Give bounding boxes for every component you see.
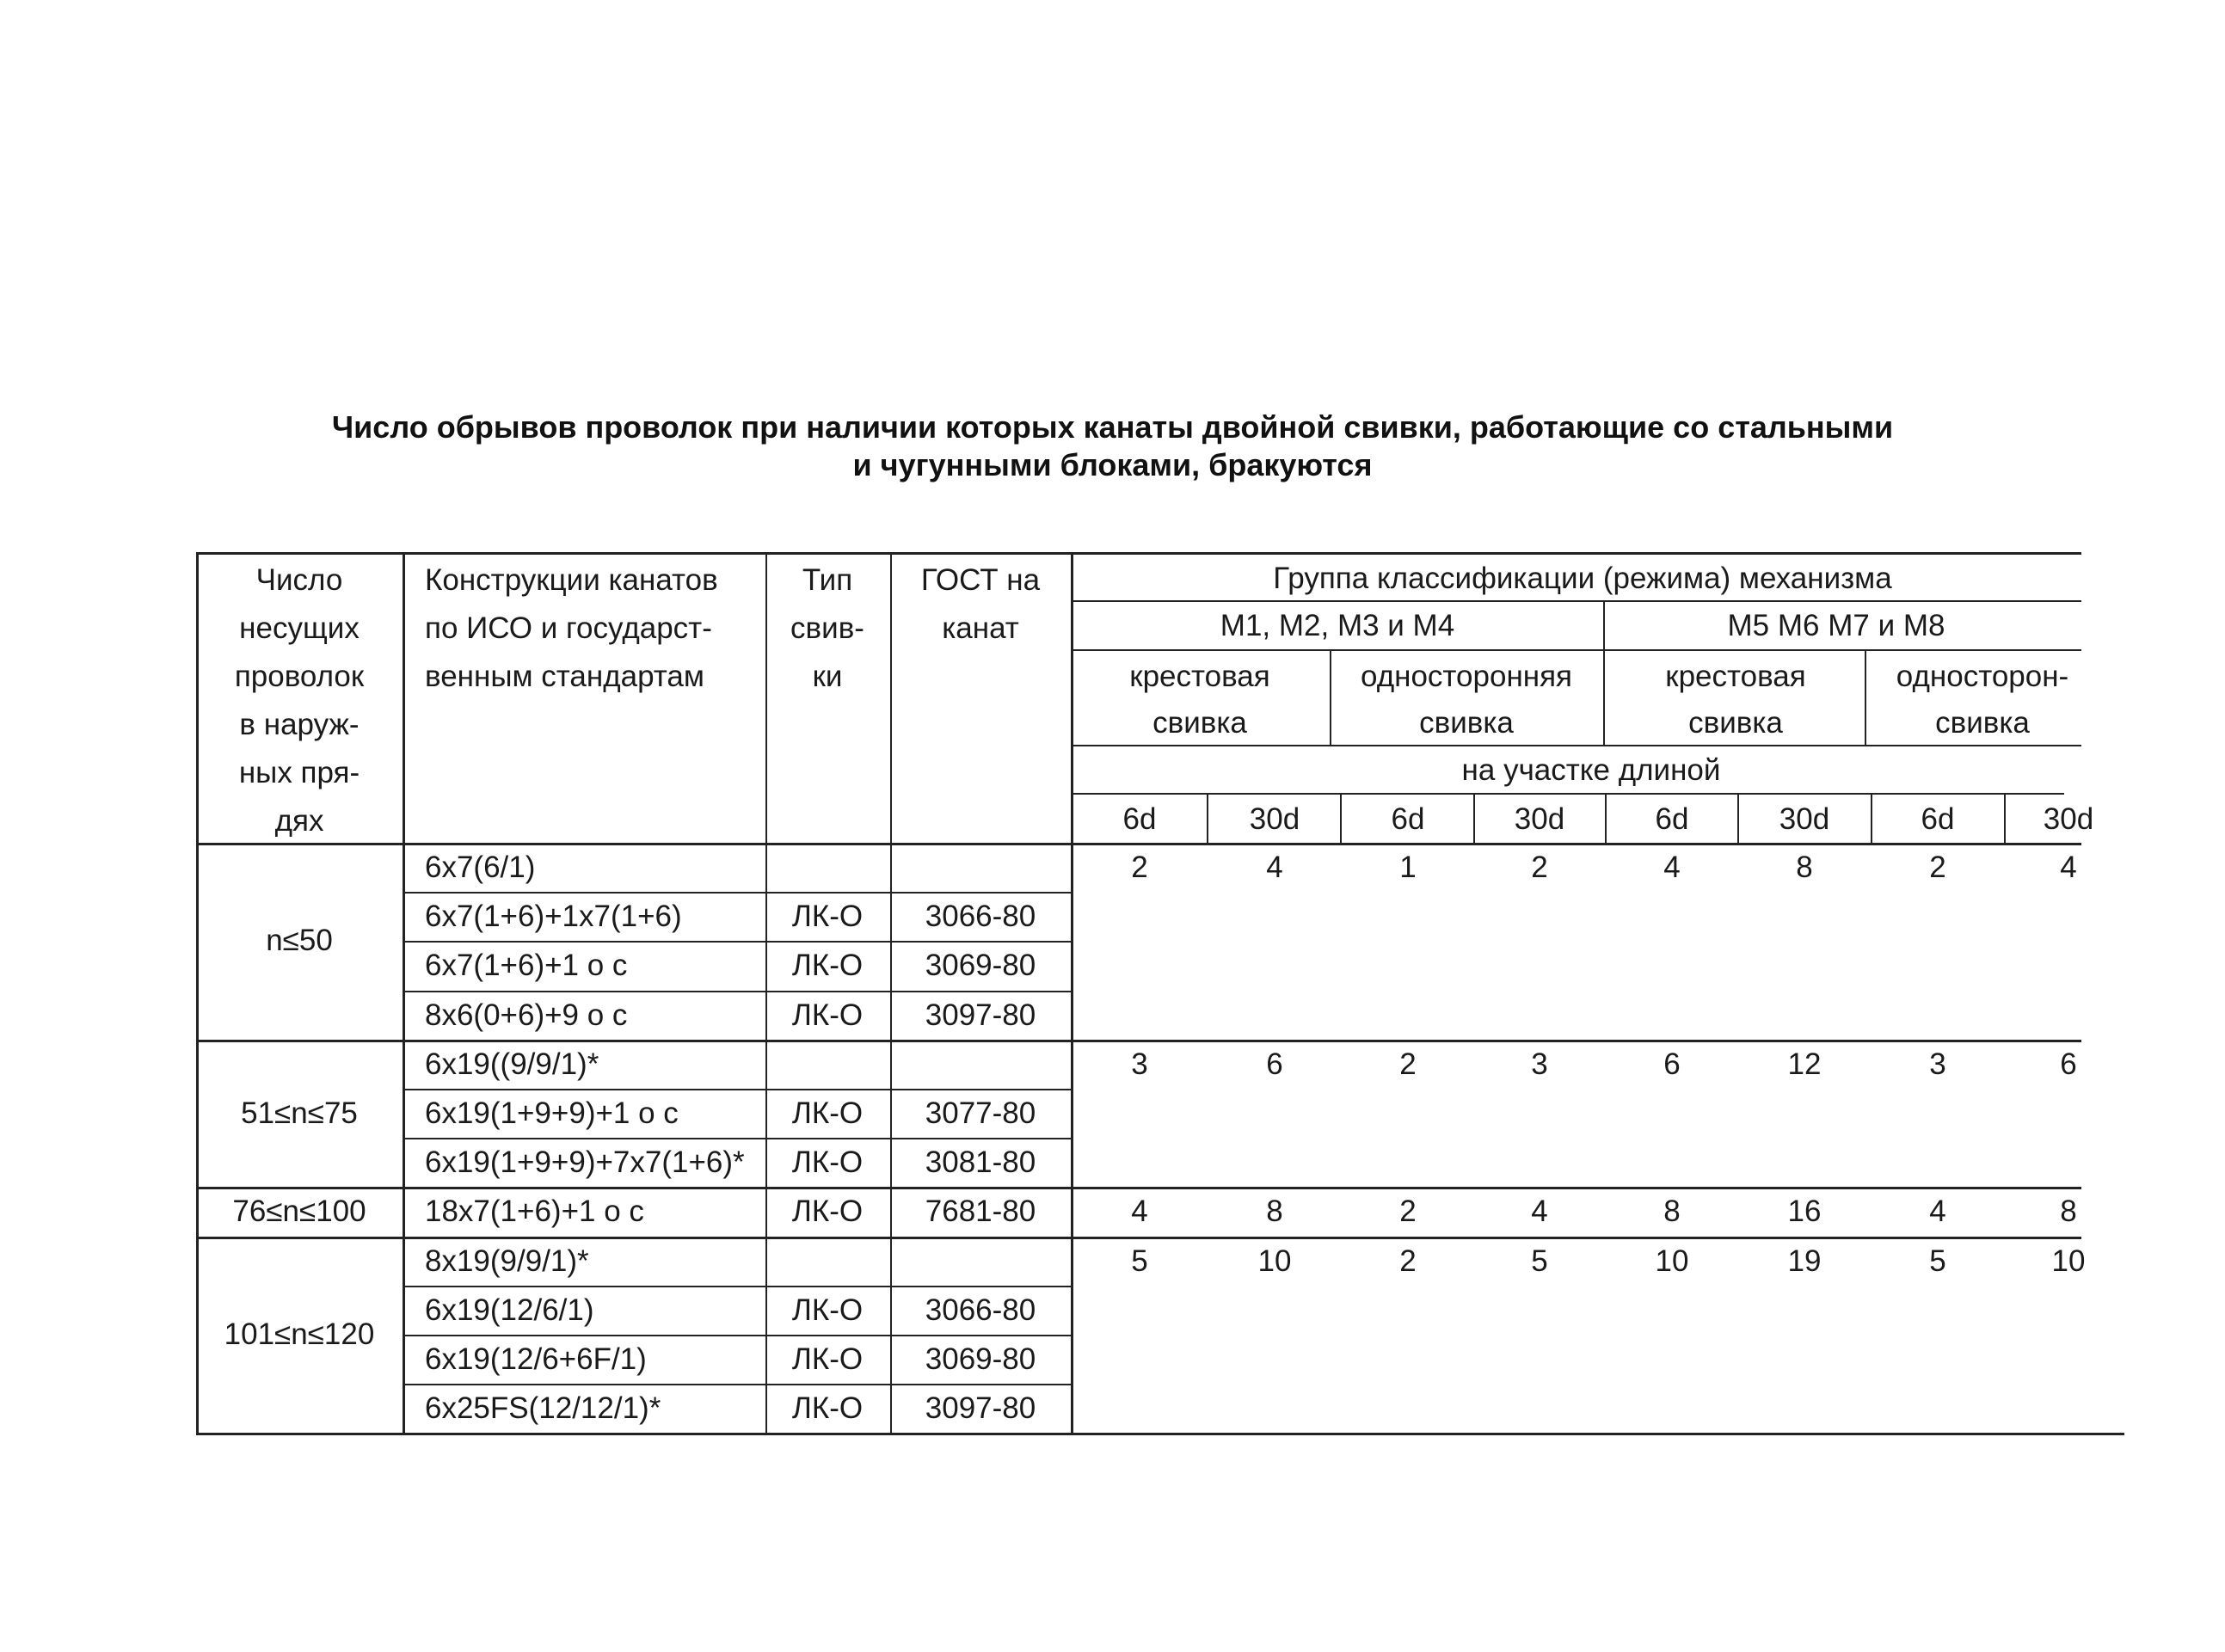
breakage-value: 19 bbox=[1787, 1244, 1822, 1278]
breakage-value: 4 bbox=[1266, 851, 1283, 884]
table-bottom-border bbox=[196, 1433, 2124, 1435]
rope-construction: 6x19(1+9+9)+1 о с bbox=[425, 1096, 679, 1130]
document-title bbox=[0, 408, 2225, 484]
column-divider bbox=[890, 552, 892, 1433]
row-rule bbox=[403, 941, 1071, 943]
table-top-border bbox=[196, 552, 2081, 555]
rope-construction: 6x19(12/6/1) bbox=[425, 1293, 594, 1327]
rope-construction: 6x7(1+6)+1 о с bbox=[425, 949, 628, 983]
gost-number: 3069-80 bbox=[925, 1342, 1036, 1376]
row-rule bbox=[403, 1335, 1071, 1336]
breakage-value: 12 bbox=[1787, 1047, 1822, 1081]
header-length-0: 6d bbox=[1122, 802, 1157, 836]
title-line-2: и чугунными блоками, бракуются bbox=[852, 447, 1373, 482]
breakage-value: 10 bbox=[2051, 1244, 2086, 1278]
gost-number: 3077-80 bbox=[925, 1096, 1036, 1130]
breakage-value: 2 bbox=[1131, 851, 1148, 884]
header-wires-line: дях bbox=[274, 804, 324, 838]
header-length-5: 30d bbox=[1779, 802, 1830, 836]
lay-type: ЛК-О bbox=[791, 998, 864, 1032]
lay-type: ЛК-О bbox=[791, 1342, 864, 1376]
header-constructions-line: по ИСО и государст- bbox=[425, 611, 712, 645]
length-divider bbox=[1340, 793, 1342, 843]
header-cross-lay: свивка bbox=[1152, 706, 1247, 740]
breakage-value: 10 bbox=[1257, 1244, 1292, 1278]
rope-construction: 6x19(12/6+6F/1) bbox=[425, 1342, 647, 1376]
rope-construction: 6x7(1+6)+1x7(1+6) bbox=[425, 900, 682, 934]
header-gost-line: канат bbox=[942, 611, 1019, 645]
column-divider bbox=[765, 552, 767, 1433]
breakage-value: 6 bbox=[1266, 1047, 1283, 1081]
header-constructions-line: Конструкции канатов bbox=[425, 563, 718, 597]
lay-type: ЛК-О bbox=[791, 1096, 864, 1130]
breakage-value: 8 bbox=[1663, 1194, 1681, 1229]
header-group-m1: М1, М2, М3 и М4 bbox=[1220, 609, 1455, 642]
header-length-3: 30d bbox=[1514, 802, 1565, 836]
column-divider bbox=[1071, 552, 1073, 1433]
breakage-value: 3 bbox=[1131, 1047, 1148, 1081]
breakage-value: 8 bbox=[1266, 1194, 1283, 1229]
gost-number: 3066-80 bbox=[925, 900, 1036, 934]
column-divider bbox=[403, 552, 405, 1433]
header-constructions-line: венным стандартам bbox=[425, 660, 704, 693]
breakage-value: 1 bbox=[1399, 851, 1417, 884]
breakage-value: 16 bbox=[1787, 1194, 1822, 1229]
header-group-m5: М5 М6 М7 и М8 bbox=[1727, 609, 1945, 642]
header-cross-lay: крестовая bbox=[1665, 660, 1806, 693]
lay-type: ЛК-О bbox=[791, 1194, 864, 1229]
gost-number: 3081-80 bbox=[925, 1145, 1036, 1180]
header-wires-line: проволок bbox=[234, 660, 365, 693]
rope-construction: 6x19(1+9+9)+7x7(1+6)* bbox=[425, 1145, 745, 1180]
lay-type: ЛК-О bbox=[791, 1391, 864, 1426]
group-rule bbox=[196, 1187, 2081, 1189]
group-range: n≤50 bbox=[266, 924, 333, 958]
table-left-border bbox=[196, 552, 199, 1433]
length-divider bbox=[1871, 793, 1872, 843]
row-rule bbox=[403, 991, 1071, 992]
breakage-value: 8 bbox=[1796, 851, 1813, 884]
length-divider bbox=[1605, 793, 1607, 843]
group-range: 76≤n≤100 bbox=[232, 1194, 366, 1228]
header-lay-type-line: Тип bbox=[802, 563, 853, 597]
header-wires-line: несущих bbox=[239, 611, 360, 645]
group-rule bbox=[196, 1040, 2081, 1042]
header-one-side-lay: свивка bbox=[1419, 706, 1514, 740]
breakage-value: 5 bbox=[1131, 1244, 1148, 1278]
length-divider bbox=[1473, 793, 1475, 843]
header-wires-line: Число bbox=[255, 563, 343, 597]
header-one-side-lay: односторонняя bbox=[1360, 660, 1573, 693]
rope-construction: 6x25FS(12/12/1)* bbox=[425, 1391, 661, 1426]
title-line-1: Число обрывов проволок при наличии которых канаты двойной свивки, работающие со стальными bbox=[331, 409, 1894, 445]
header-rule bbox=[1071, 793, 2064, 795]
breakage-value: 3 bbox=[1531, 1047, 1548, 1081]
breakage-value: 4 bbox=[2060, 851, 2077, 884]
row-rule bbox=[403, 1138, 1071, 1139]
header-bottom-border bbox=[196, 843, 2081, 845]
header-length-2: 6d bbox=[1391, 802, 1425, 836]
gost-number: 3097-80 bbox=[925, 998, 1036, 1032]
rope-construction: 8x6(0+6)+9 о с bbox=[425, 998, 628, 1032]
gost-number: 3097-80 bbox=[925, 1391, 1036, 1426]
header-length-7: 30d bbox=[2043, 802, 2094, 836]
breakage-value: 4 bbox=[1929, 1194, 1946, 1229]
header-length-4: 6d bbox=[1655, 802, 1689, 836]
header-divider bbox=[1330, 649, 1331, 745]
breakage-value: 6 bbox=[1663, 1047, 1681, 1081]
breakage-value: 2 bbox=[1399, 1047, 1417, 1081]
rope-construction: 6x7(6/1) bbox=[425, 851, 536, 884]
header-length-1: 30d bbox=[1249, 802, 1300, 836]
header-lay-type-line: ки bbox=[812, 660, 843, 693]
length-divider bbox=[1207, 793, 1208, 843]
length-divider bbox=[2004, 793, 2006, 843]
rope-construction: 6x19((9/9/1)* bbox=[425, 1047, 599, 1081]
header-one-side-lay: односторон- bbox=[1896, 660, 2069, 693]
breakage-value: 2 bbox=[1531, 851, 1548, 884]
rope-construction: 8x19(9/9/1)* bbox=[425, 1244, 589, 1278]
group-range: 101≤n≤120 bbox=[224, 1317, 375, 1351]
row-rule bbox=[403, 1384, 1071, 1385]
row-rule bbox=[403, 1286, 1071, 1287]
header-gost-line: ГОСТ на bbox=[920, 563, 1041, 597]
gost-number: 7681-80 bbox=[925, 1194, 1036, 1229]
header-group-title: Группа классификации (режима) механизма bbox=[1273, 562, 1892, 595]
rope-construction: 18x7(1+6)+1 о с bbox=[425, 1194, 644, 1229]
header-divider bbox=[1865, 649, 1866, 745]
header-wires-line: в наруж- bbox=[239, 708, 360, 741]
breakage-value: 5 bbox=[1531, 1244, 1548, 1278]
breakage-value: 8 bbox=[2060, 1194, 2077, 1229]
header-rule bbox=[1071, 745, 2081, 746]
header-cross-lay: свивка bbox=[1688, 706, 1783, 740]
gost-number: 3066-80 bbox=[925, 1293, 1036, 1327]
breakage-value: 2 bbox=[1399, 1244, 1417, 1278]
lay-type: ЛК-О bbox=[791, 949, 864, 983]
lay-type: ЛК-О bbox=[791, 1293, 864, 1327]
header-wires-line: ных пря- bbox=[238, 756, 360, 789]
header-divider bbox=[1603, 600, 1605, 745]
header-length-label: на участке длиной bbox=[1461, 753, 1721, 787]
length-divider bbox=[1737, 793, 1739, 843]
header-lay-type-line: свив- bbox=[790, 611, 864, 645]
row-rule bbox=[403, 1089, 1071, 1090]
group-range: 51≤n≤75 bbox=[241, 1096, 358, 1130]
group-rule bbox=[196, 1237, 2081, 1239]
header-length-6: 6d bbox=[1921, 802, 1955, 836]
breakage-value: 6 bbox=[2060, 1047, 2077, 1081]
header-rule bbox=[1071, 649, 2081, 651]
breakage-value: 3 bbox=[1929, 1047, 1946, 1081]
gost-number: 3069-80 bbox=[925, 949, 1036, 983]
breakage-value: 5 bbox=[1929, 1244, 1946, 1278]
breakage-value: 4 bbox=[1531, 1194, 1548, 1229]
header-one-side-lay: свивка bbox=[1935, 706, 2030, 740]
breakage-value: 2 bbox=[1399, 1194, 1417, 1229]
breakage-value: 4 bbox=[1131, 1194, 1148, 1229]
breakage-value: 2 bbox=[1929, 851, 1946, 884]
breakage-value: 4 bbox=[1663, 851, 1681, 884]
lay-type: ЛК-О bbox=[791, 1145, 864, 1180]
header-rule bbox=[1071, 600, 2081, 602]
row-rule bbox=[403, 892, 1071, 894]
header-cross-lay: крестовая bbox=[1129, 660, 1270, 693]
breakage-value: 10 bbox=[1655, 1244, 1689, 1278]
lay-type: ЛК-О bbox=[791, 900, 864, 934]
